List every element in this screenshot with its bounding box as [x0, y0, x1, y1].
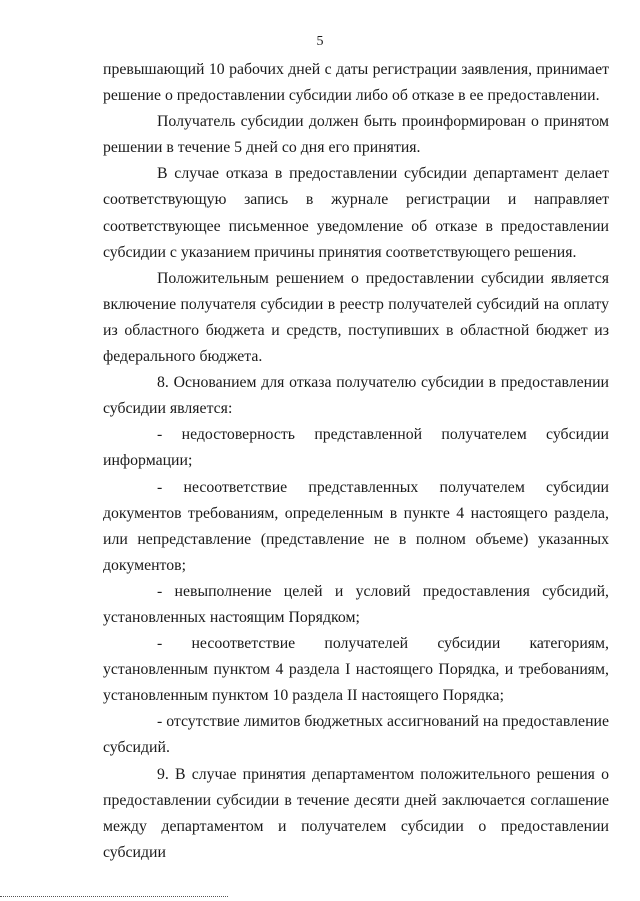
page-number: 5 — [316, 34, 324, 49]
list-item: - несоответствие представленных получателем субсидии документов требованиям, определенным в пункте 4 настоящего раздела, или непредставление (представление не в полном объеме) указанных документов; — [103, 478, 609, 574]
paragraph: 9. В случае принятия департаментом положительного решения о предоставлении субсидии в течение десяти дней заключается соглашение между департаментом и получателем субсидии о предоставлении субсидии — [103, 765, 609, 861]
list-item: - невыполнение целей и условий предоставления субсидий, установленных настоящим Порядком; — [103, 582, 609, 626]
paragraph: превышающий 10 рабочих дней с даты регистрации заявления, принимает решение о предоставлении субсидии либо об отказе в ее предоставлении. — [103, 61, 609, 105]
paragraph: В случае отказа в предоставлении субсидии департамент делает соответствующую запись в журнале регистрации и направляет соответствующее письменное уведомление об отказе в предоставлении субсидии с указанием причины принятия соответствующего решения. — [103, 165, 609, 261]
paragraph: Получатель субсидии должен быть проинформирован о принятом решении в течение 5 дней со дня его принятия. — [103, 113, 609, 157]
document-body — [103, 57, 609, 866]
paragraph: 8. Основанием для отказа получателю субсидии в предоставлении субсидии является: — [103, 374, 609, 418]
paragraph: Положительным решением о предоставлении субсидии является включение получателя субсидии в реестр получателей субсидий на оплату из областного бюджета и средств, поступивших в областной бюджет из федерального бюджета. — [103, 269, 609, 366]
list-item: - отсутствие лимитов бюджетных ассигнований на предоставление субсидий. — [103, 713, 609, 757]
list-item: - недостоверность представленной получателем субсидии информации; — [103, 426, 609, 470]
footnote-separator — [0, 896, 228, 897]
list-item: - несоответствие получателей субсидии категориям, установленным пунктом 4 раздела I настоящего Порядка, и требованиям, установленным пунктом 10 раздела II настоящего Порядка; — [103, 635, 609, 705]
